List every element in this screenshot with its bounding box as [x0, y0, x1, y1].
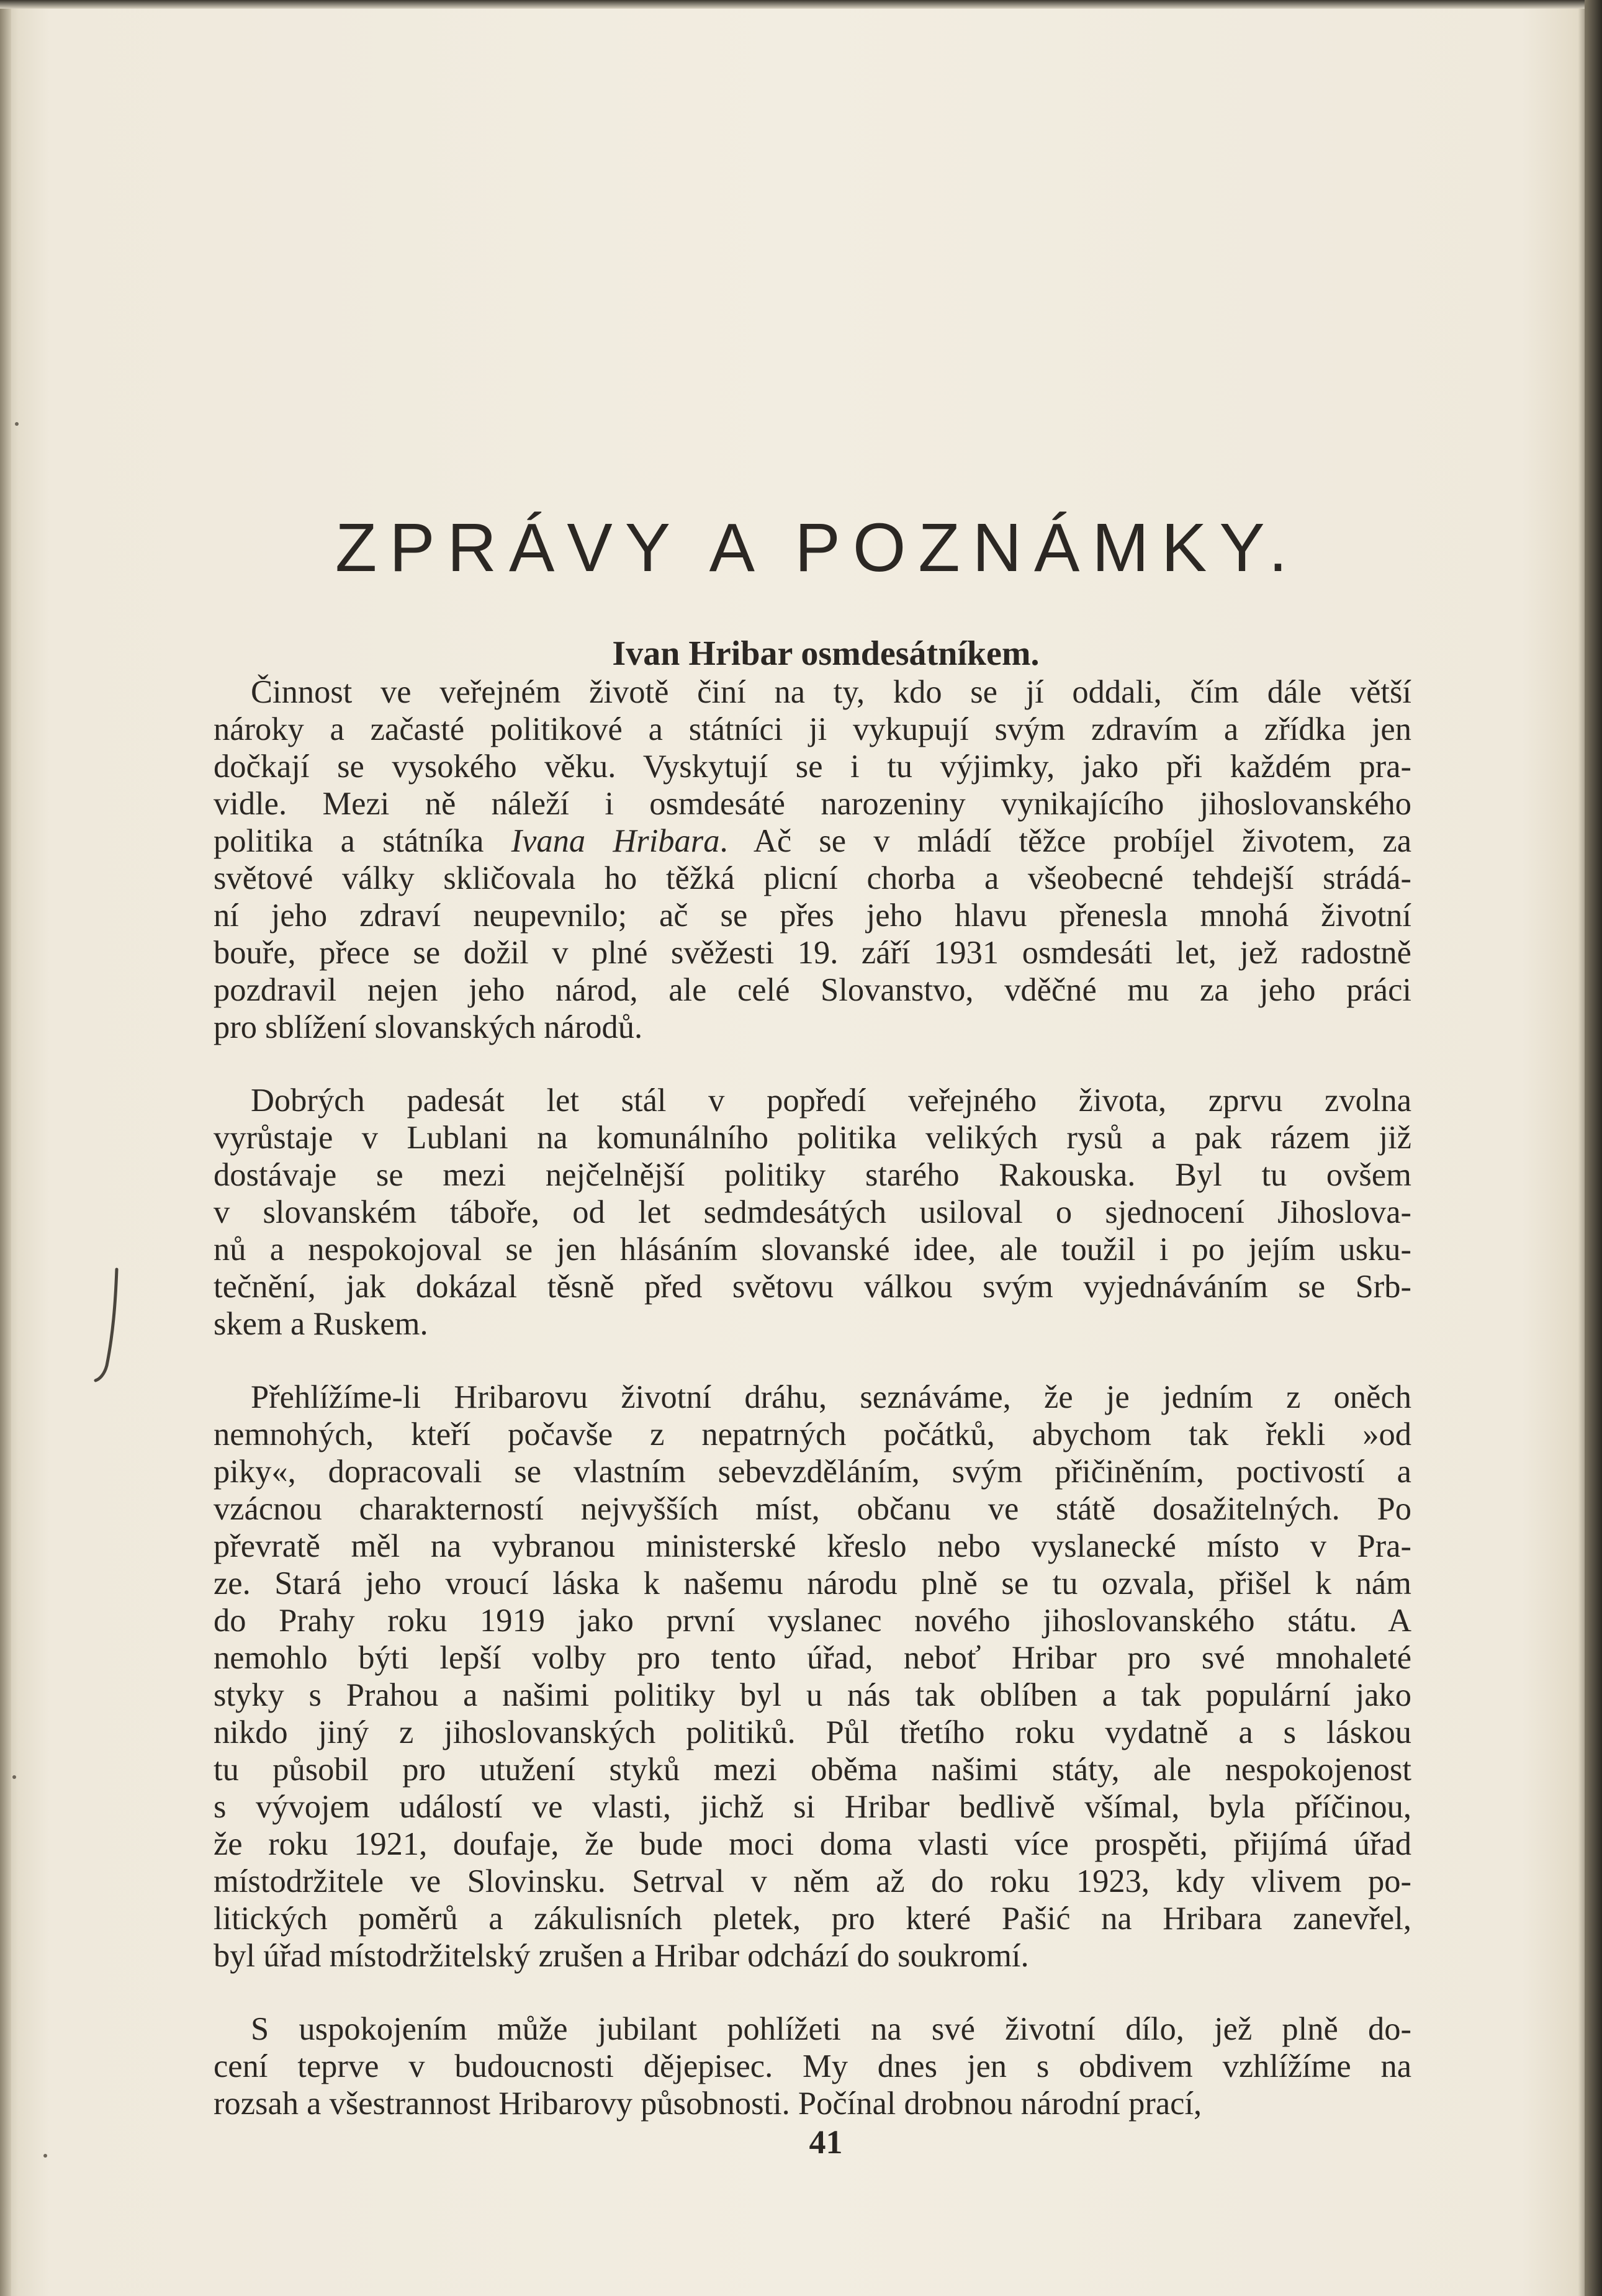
paper-speck: [12, 1775, 16, 1779]
text-line: styky s Prahou a našimi politiky byl u nás tak oblíben a tak populární jako: [214, 1677, 1411, 1713]
text-line: nů a nespokojoval se jen hlásáním slovanské idee, ale toužil i po jejím usku-: [214, 1231, 1411, 1267]
paper-speck: [15, 422, 19, 426]
paragraph-gap: [214, 1343, 1411, 1379]
text-line: do Prahy roku 1919 jako první vyslanec nového jihoslovanského státu. A: [214, 1603, 1411, 1639]
page-top-edge: [0, 0, 1602, 9]
text-line: vidle. Mezi ně náleží i osmdesáté narozeniny vynikajícího jihoslovanského: [214, 786, 1411, 822]
text-line: tu působil pro utužení styků mezi oběma našimi státy, ale nespokojenost: [214, 1752, 1411, 1788]
paragraph: [214, 1082, 1411, 1343]
pencil-margin-mark: [93, 1266, 130, 1384]
text-line: piky«, dopracovali se vlastním sebevzděláním, svým přičiněním, poctivostí a: [214, 1454, 1411, 1490]
text-line: převratě měl na vybranou ministerské křeslo nebo vyslanecké místo v Pra-: [214, 1528, 1411, 1564]
text-line: dočkají se vysokého věku. Vyskytují se i tu výjimky, jako při každém pra-: [214, 749, 1411, 785]
text-line: vzácnou charakterností nejvyšších míst, občanu ve státě dosažitelných. Po: [214, 1491, 1411, 1527]
text-line: nároky a začasté politikové a státníci ji vykupují svým zdravím a zřídka jen: [214, 711, 1411, 747]
text-line: Přehlížíme-li Hribarovu životní dráhu, seznáváme, že je jedním z oněch: [251, 1379, 1411, 1415]
page-right-edge: [1585, 0, 1602, 2296]
text-line: Činnost ve veřejném životě činí na ty, kdo se jí oddali, čím dále větší: [251, 674, 1411, 710]
text-line: nemnohých, kteří počavše z nepatrných počátků, abychom tak řekli »od: [214, 1416, 1411, 1452]
text-line: v slovanském táboře, od let sedmdesátých usiloval o sjednocení Jihoslova-: [214, 1194, 1411, 1230]
text-line: místodržitele ve Slovinsku. Setrval v něm až do roku 1923, kdy vlivem po-: [214, 1863, 1411, 1899]
text-line: ní jeho zdraví neupevnilo; ač se přes jeho hlavu přenesla mnohá životní: [214, 898, 1411, 934]
text-line: dostávaje se mezi nejčelnější politiky starého Rakouska. Byl tu ovšem: [214, 1157, 1411, 1193]
article-heading: Ivan Hribar osmdesátníkem.: [612, 634, 1040, 673]
page-spine-shadow: [0, 0, 11, 2296]
text-line: skem a Ruskem.: [214, 1306, 428, 1342]
paragraph: [214, 1379, 1411, 1974]
text-line: ze. Stará jeho vroucí láska k našemu národu plně se tu ozvala, přišel k nám: [214, 1565, 1411, 1601]
text-line: Dobrých padesát let stál v popředí veřejného života, zprvu zvolna: [251, 1083, 1411, 1119]
text-line: politika a státníka Ivana Hribara. Ač se v mládí těžce probíjel životem, za: [214, 823, 1412, 859]
paragraph: [214, 2010, 1411, 2122]
text-line: tečnění, jak dokázal těsně před světovu válkou svým vyjednáváním se Srb-: [214, 1269, 1411, 1305]
text-line: bouře, přece se dožil v plné svěžesti 19. září 1931 osmdesáti let, jež radostně: [214, 935, 1411, 971]
text-line: pozdravil nejen jeho národ, ale celé Slovanstvo, vděčné mu za jeho práci: [214, 972, 1411, 1008]
paragraph: [214, 673, 1411, 1046]
emphasized-name: Ivana Hribara: [511, 823, 720, 859]
text-line: litických poměrů a zákulisních pletek, pro které Pašić na Hribara zanevřel,: [214, 1901, 1411, 1937]
text-line: že roku 1921, doufaje, že bude moci doma vlasti více prospěti, přijímá úřad: [214, 1826, 1411, 1862]
paragraph-gap: [214, 1974, 1411, 2010]
text-line: rozsah a všestrannost Hribarovy působnosti. Počínal drobnou národní prací,: [214, 2086, 1202, 2122]
text-line: byl úřad místodržitelský zrušen a Hribar odchází do soukromí.: [214, 1938, 1029, 1974]
section-title: ZPRÁVY A POZNÁMKY.: [335, 509, 1300, 586]
text-line: světové války skličovala ho těžká plicní chorba a všeobecné tehdejší strádá-: [214, 860, 1411, 896]
article-body: [214, 673, 1411, 2122]
text-line: nikdo jiný z jihoslovanských politiků. Půl třetího roku vydatně a s láskou: [214, 1714, 1411, 1750]
text-line: nemohlo býti lepší volby pro tento úřad, neboť Hribar pro své mnohaleté: [214, 1640, 1411, 1676]
text-line: s vývojem událostí ve vlasti, jichž si Hribar bedlivě všímal, byla příčinou,: [214, 1789, 1411, 1825]
text-line: cení teprve v budoucnosti dějepisec. My dnes jen s obdivem vzhlížíme na: [214, 2048, 1411, 2084]
text-line: pro sblížení slovanských národů.: [214, 1009, 643, 1045]
text-line: S uspokojením může jubilant pohlížeti na své životní dílo, jež plně do-: [251, 2011, 1411, 2047]
text-line: vyrůstaje v Lublani na komunálního politika velikých rysů a pak rázem již: [214, 1120, 1411, 1156]
page-number: 41: [809, 2123, 843, 2161]
paragraph-gap: [214, 1046, 1411, 1082]
